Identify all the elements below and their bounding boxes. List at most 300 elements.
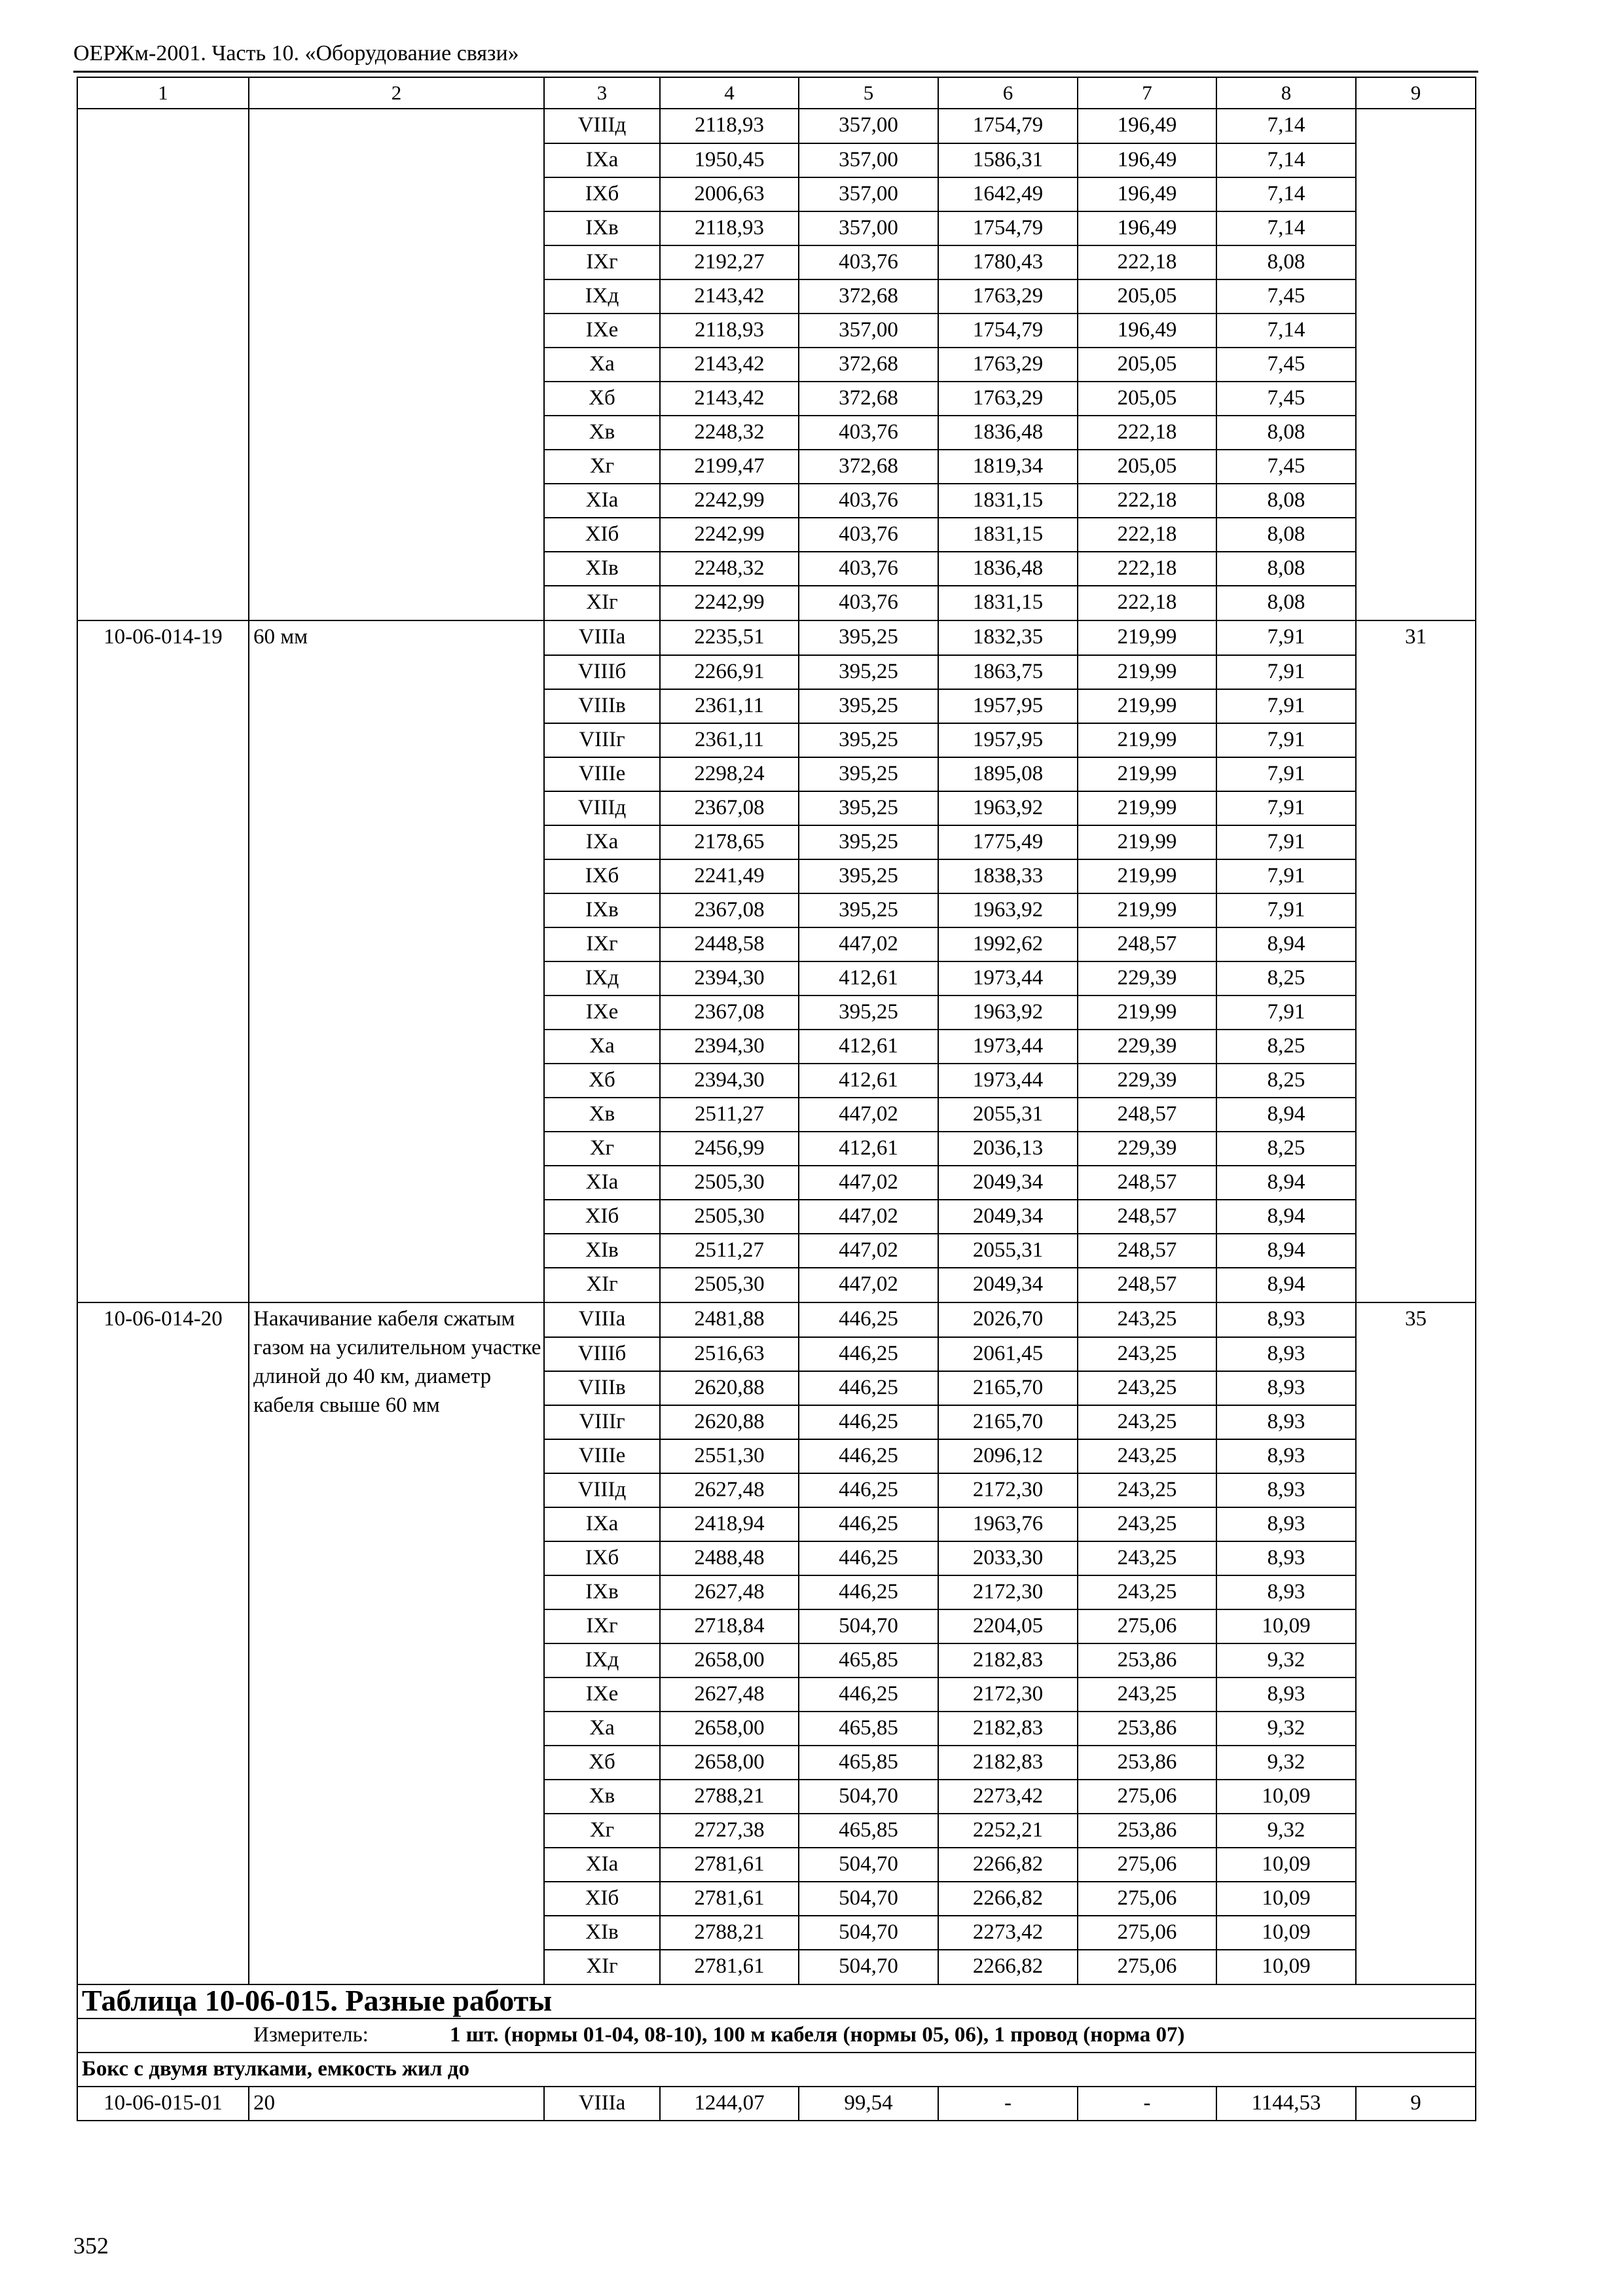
cell-col-4: 2266,91 bbox=[660, 655, 799, 689]
cell-col-5: 446,25 bbox=[799, 1337, 938, 1371]
col9-value bbox=[1356, 1234, 1476, 1268]
cell-col-8: 8,94 bbox=[1216, 1234, 1356, 1268]
cell-col-6: 2061,45 bbox=[938, 1337, 1078, 1371]
cell-col-6: 1836,48 bbox=[938, 416, 1078, 450]
norm-code bbox=[77, 382, 249, 416]
norm-code bbox=[77, 1848, 249, 1882]
cell-col-4: 1950,45 bbox=[660, 143, 799, 177]
cell-col-5: 395,25 bbox=[799, 996, 938, 1030]
col9-value bbox=[1356, 518, 1476, 552]
table-row bbox=[77, 757, 1476, 791]
cell-col-7: 196,49 bbox=[1078, 314, 1216, 348]
cell-col-6: 1992,62 bbox=[938, 927, 1078, 961]
cell-col-3: Xб bbox=[544, 382, 660, 416]
cell-col-8: 10,09 bbox=[1216, 1780, 1356, 1814]
table-row bbox=[77, 245, 1476, 279]
cell-col-7: 196,49 bbox=[1078, 211, 1216, 245]
col9-value bbox=[1356, 314, 1476, 348]
work-name bbox=[249, 1848, 544, 1882]
cell-col-3: XIа bbox=[544, 484, 660, 518]
col9-value: 35 bbox=[1356, 1302, 1476, 1337]
work-name bbox=[249, 109, 544, 143]
cell-col-4: 2511,27 bbox=[660, 1098, 799, 1132]
norm-code bbox=[77, 586, 249, 620]
cell-col-4: 2658,00 bbox=[660, 1746, 799, 1780]
table-row bbox=[77, 1098, 1476, 1132]
cell-col-5: 395,25 bbox=[799, 757, 938, 791]
cell-col-5: 504,70 bbox=[799, 1780, 938, 1814]
table-row bbox=[77, 143, 1476, 177]
cell-col-3: VIIIб bbox=[544, 1337, 660, 1371]
norm-code: 10-06-014-19 bbox=[77, 620, 249, 655]
table-row bbox=[77, 1814, 1476, 1848]
cell-col-4: 2248,32 bbox=[660, 416, 799, 450]
cell-col-5: 446,25 bbox=[799, 1575, 938, 1609]
table-row bbox=[77, 279, 1476, 314]
column-number: 5 bbox=[799, 77, 938, 109]
cell-col-3: VIIIг bbox=[544, 1405, 660, 1439]
cell-col-8: 1144,53 bbox=[1216, 2087, 1356, 2121]
cell-col-7: 222,18 bbox=[1078, 484, 1216, 518]
column-number: 9 bbox=[1356, 77, 1476, 109]
col9-value bbox=[1356, 348, 1476, 382]
work-name: 20 bbox=[249, 2087, 544, 2121]
table-row bbox=[77, 927, 1476, 961]
work-name bbox=[249, 1030, 544, 1064]
cell-col-8: 7,45 bbox=[1216, 382, 1356, 416]
cell-col-4: 2456,99 bbox=[660, 1132, 799, 1166]
cell-col-8: 7,45 bbox=[1216, 279, 1356, 314]
cell-col-5: 447,02 bbox=[799, 927, 938, 961]
cell-col-7: 219,99 bbox=[1078, 620, 1216, 655]
cell-col-8: 7,91 bbox=[1216, 689, 1356, 723]
table-row bbox=[77, 996, 1476, 1030]
cell-col-7: 229,39 bbox=[1078, 961, 1216, 996]
table-row bbox=[77, 1302, 1476, 1337]
cell-col-3: Xг bbox=[544, 450, 660, 484]
cell-col-7: 229,39 bbox=[1078, 1030, 1216, 1064]
cell-col-6: 1775,49 bbox=[938, 825, 1078, 859]
cell-col-7: - bbox=[1078, 2087, 1216, 2121]
cell-col-3: IXд bbox=[544, 1643, 660, 1677]
col9-value bbox=[1356, 1950, 1476, 1984]
cell-col-6: 2252,21 bbox=[938, 1814, 1078, 1848]
cell-col-8: 7,91 bbox=[1216, 996, 1356, 1030]
norm-code bbox=[77, 1371, 249, 1405]
cell-col-8: 7,91 bbox=[1216, 620, 1356, 655]
norm-code bbox=[77, 757, 249, 791]
cell-col-3: XIа bbox=[544, 1848, 660, 1882]
cell-col-7: 243,25 bbox=[1078, 1371, 1216, 1405]
cell-col-8: 8,93 bbox=[1216, 1439, 1356, 1473]
cell-col-3: Xа bbox=[544, 1712, 660, 1746]
norm-code bbox=[77, 1132, 249, 1166]
cell-col-7: 243,25 bbox=[1078, 1473, 1216, 1507]
table-row bbox=[77, 382, 1476, 416]
cell-col-4: 2516,63 bbox=[660, 1337, 799, 1371]
col9-value bbox=[1356, 1132, 1476, 1166]
table-row bbox=[77, 1200, 1476, 1234]
cell-col-6: 2036,13 bbox=[938, 1132, 1078, 1166]
cell-col-7: 248,57 bbox=[1078, 927, 1216, 961]
col9-value bbox=[1356, 245, 1476, 279]
table-row bbox=[77, 1064, 1476, 1098]
work-name bbox=[249, 484, 544, 518]
cell-col-7: 243,25 bbox=[1078, 1405, 1216, 1439]
column-number: 3 bbox=[544, 77, 660, 109]
cell-col-3: IXд bbox=[544, 279, 660, 314]
work-name-text: 60 мм bbox=[253, 625, 308, 649]
cell-col-5: 447,02 bbox=[799, 1166, 938, 1200]
cell-col-5: 504,70 bbox=[799, 1916, 938, 1950]
col9-value bbox=[1356, 655, 1476, 689]
norm-code bbox=[77, 1098, 249, 1132]
col9-value bbox=[1356, 1780, 1476, 1814]
cell-col-3: XIв bbox=[544, 1234, 660, 1268]
cell-col-4: 2143,42 bbox=[660, 348, 799, 382]
norm-code bbox=[77, 1439, 249, 1473]
col9-value bbox=[1356, 859, 1476, 893]
cell-col-6: 1763,29 bbox=[938, 382, 1078, 416]
col9-value bbox=[1356, 1268, 1476, 1302]
cell-col-8: 8,93 bbox=[1216, 1337, 1356, 1371]
cell-col-3: Xг bbox=[544, 1132, 660, 1166]
cell-col-6: 2273,42 bbox=[938, 1916, 1078, 1950]
norm-code bbox=[77, 143, 249, 177]
cell-col-5: 447,02 bbox=[799, 1234, 938, 1268]
cell-col-4: 2658,00 bbox=[660, 1643, 799, 1677]
column-number: 6 bbox=[938, 77, 1078, 109]
norm-code bbox=[77, 109, 249, 143]
cell-col-7: 222,18 bbox=[1078, 586, 1216, 620]
cell-col-8: 7,14 bbox=[1216, 314, 1356, 348]
cell-col-5: 395,25 bbox=[799, 723, 938, 757]
work-name bbox=[249, 723, 544, 757]
norm-code bbox=[77, 1337, 249, 1371]
cell-col-3: VIIIв bbox=[544, 689, 660, 723]
col9-value bbox=[1356, 1473, 1476, 1507]
cell-col-3: VIIIд bbox=[544, 791, 660, 825]
measure-label: Измеритель: bbox=[253, 2023, 369, 2047]
table-row bbox=[77, 620, 1476, 655]
cell-col-5: 446,25 bbox=[799, 1507, 938, 1541]
work-name bbox=[249, 450, 544, 484]
col9-value bbox=[1356, 1507, 1476, 1541]
col9-value bbox=[1356, 586, 1476, 620]
cell-col-5: 446,25 bbox=[799, 1677, 938, 1712]
cell-col-5: 465,85 bbox=[799, 1712, 938, 1746]
col9-value bbox=[1356, 1712, 1476, 1746]
cell-col-7: 229,39 bbox=[1078, 1132, 1216, 1166]
cell-col-8: 8,93 bbox=[1216, 1302, 1356, 1337]
cell-col-7: 219,99 bbox=[1078, 723, 1216, 757]
work-name bbox=[249, 689, 544, 723]
work-name bbox=[249, 1507, 544, 1541]
cell-col-6: 2096,12 bbox=[938, 1439, 1078, 1473]
cell-col-3: Xа bbox=[544, 1030, 660, 1064]
cell-col-8: 8,25 bbox=[1216, 1064, 1356, 1098]
work-name bbox=[249, 314, 544, 348]
cell-col-6: 1957,95 bbox=[938, 689, 1078, 723]
cell-col-5: 395,25 bbox=[799, 893, 938, 927]
cell-col-4: 2620,88 bbox=[660, 1371, 799, 1405]
cell-col-7: 219,99 bbox=[1078, 791, 1216, 825]
cell-col-6: 1763,29 bbox=[938, 348, 1078, 382]
table-row bbox=[77, 655, 1476, 689]
col9-value bbox=[1356, 1677, 1476, 1712]
cell-col-5: 412,61 bbox=[799, 1132, 938, 1166]
cell-col-5: 372,68 bbox=[799, 348, 938, 382]
cell-col-5: 395,25 bbox=[799, 859, 938, 893]
col9-value bbox=[1356, 996, 1476, 1030]
table-row bbox=[77, 1268, 1476, 1302]
work-name bbox=[249, 1916, 544, 1950]
cell-col-6: 2049,34 bbox=[938, 1166, 1078, 1200]
table-row bbox=[77, 484, 1476, 518]
work-name bbox=[249, 1746, 544, 1780]
cell-col-6: 1831,15 bbox=[938, 586, 1078, 620]
cell-col-8: 7,91 bbox=[1216, 859, 1356, 893]
norm-code bbox=[77, 1268, 249, 1302]
cell-col-5: 403,76 bbox=[799, 484, 938, 518]
table-row bbox=[77, 348, 1476, 382]
work-name bbox=[249, 893, 544, 927]
col9-value bbox=[1356, 1848, 1476, 1882]
cell-col-6: 2266,82 bbox=[938, 1882, 1078, 1916]
cell-col-8: 8,94 bbox=[1216, 1166, 1356, 1200]
table-row bbox=[77, 1609, 1476, 1643]
col9-value bbox=[1356, 1916, 1476, 1950]
cell-col-4: 2367,08 bbox=[660, 996, 799, 1030]
norm-code bbox=[77, 348, 249, 382]
cell-col-5: 99,54 bbox=[799, 2087, 938, 2121]
cell-col-6: 1963,92 bbox=[938, 893, 1078, 927]
work-name bbox=[249, 143, 544, 177]
cell-col-8: 9,32 bbox=[1216, 1814, 1356, 1848]
cell-col-7: 222,18 bbox=[1078, 518, 1216, 552]
cell-col-3: VIIIа bbox=[544, 2087, 660, 2121]
norm-code bbox=[77, 211, 249, 245]
cell-col-3: XIа bbox=[544, 1166, 660, 1200]
col9-value bbox=[1356, 689, 1476, 723]
cell-col-6: 2266,82 bbox=[938, 1950, 1078, 1984]
table-row bbox=[77, 177, 1476, 211]
cell-col-4: 2361,11 bbox=[660, 723, 799, 757]
cell-col-4: 2367,08 bbox=[660, 893, 799, 927]
cell-col-8: 9,32 bbox=[1216, 1712, 1356, 1746]
col9-value bbox=[1356, 279, 1476, 314]
col9-value bbox=[1356, 791, 1476, 825]
cell-col-5: 372,68 bbox=[799, 382, 938, 416]
norm-code bbox=[77, 552, 249, 586]
cell-col-6: 1832,35 bbox=[938, 620, 1078, 655]
cell-col-8: 7,14 bbox=[1216, 211, 1356, 245]
cell-col-5: 412,61 bbox=[799, 961, 938, 996]
cell-col-4: 2551,30 bbox=[660, 1439, 799, 1473]
page-header: ОЕРЖм-2001. Часть 10. «Оборудование связи» bbox=[73, 41, 519, 65]
cell-col-5: 372,68 bbox=[799, 450, 938, 484]
cell-col-8: 8,08 bbox=[1216, 245, 1356, 279]
work-name bbox=[249, 757, 544, 791]
col9-value bbox=[1356, 1746, 1476, 1780]
cell-col-4: 2781,61 bbox=[660, 1848, 799, 1882]
col9-value bbox=[1356, 211, 1476, 245]
table-row bbox=[77, 109, 1476, 143]
cell-col-7: 219,99 bbox=[1078, 757, 1216, 791]
table-row bbox=[77, 211, 1476, 245]
norm-code bbox=[77, 1746, 249, 1780]
cell-col-3: VIIIв bbox=[544, 1371, 660, 1405]
col9-value bbox=[1356, 1098, 1476, 1132]
subheading-row bbox=[77, 2053, 1476, 2087]
cell-col-3: XIб bbox=[544, 1882, 660, 1916]
work-name bbox=[249, 245, 544, 279]
work-name bbox=[249, 518, 544, 552]
norm-code bbox=[77, 416, 249, 450]
cell-col-8: 8,93 bbox=[1216, 1405, 1356, 1439]
cell-col-3: IXв bbox=[544, 211, 660, 245]
table-row bbox=[77, 518, 1476, 552]
table-row bbox=[77, 1746, 1476, 1780]
measure-value: 1 шт. (нормы 01-04, 08-10), 100 м кабеля (нормы 05, 06), 1 провод (норма 07) bbox=[450, 2023, 1185, 2047]
work-name bbox=[249, 825, 544, 859]
norm-code bbox=[77, 484, 249, 518]
cell-col-5: 446,25 bbox=[799, 1371, 938, 1405]
cell-col-4: 2781,61 bbox=[660, 1950, 799, 1984]
norm-code bbox=[77, 791, 249, 825]
cell-col-3: IXв bbox=[544, 893, 660, 927]
work-name bbox=[249, 1200, 544, 1234]
cell-col-3: IXе bbox=[544, 996, 660, 1030]
cell-col-7: 243,25 bbox=[1078, 1337, 1216, 1371]
cell-col-5: 395,25 bbox=[799, 791, 938, 825]
col9-value bbox=[1356, 450, 1476, 484]
cell-col-7: 229,39 bbox=[1078, 1064, 1216, 1098]
cell-col-6: 2172,30 bbox=[938, 1575, 1078, 1609]
rates-table bbox=[77, 77, 1476, 2121]
cell-col-7: 222,18 bbox=[1078, 245, 1216, 279]
col9-value bbox=[1356, 1882, 1476, 1916]
cell-col-8: 9,32 bbox=[1216, 1746, 1356, 1780]
table-row bbox=[77, 1132, 1476, 1166]
cell-col-3: VIIIб bbox=[544, 655, 660, 689]
work-name bbox=[249, 1234, 544, 1268]
table-row bbox=[77, 1030, 1476, 1064]
cell-col-4: 2505,30 bbox=[660, 1268, 799, 1302]
work-name bbox=[249, 961, 544, 996]
cell-col-3: XIб bbox=[544, 1200, 660, 1234]
work-name bbox=[249, 1677, 544, 1712]
cell-col-3: VIIIе bbox=[544, 1439, 660, 1473]
cell-col-6: 2172,30 bbox=[938, 1473, 1078, 1507]
cell-col-7: 219,99 bbox=[1078, 893, 1216, 927]
col9-value bbox=[1356, 1439, 1476, 1473]
table-row bbox=[77, 1507, 1476, 1541]
norm-code bbox=[77, 1575, 249, 1609]
work-name bbox=[249, 1712, 544, 1746]
work-name bbox=[249, 791, 544, 825]
section-title-row bbox=[77, 1984, 1476, 2018]
col9-value bbox=[1356, 927, 1476, 961]
cell-col-8: 10,09 bbox=[1216, 1848, 1356, 1882]
cell-col-4: 2118,93 bbox=[660, 314, 799, 348]
cell-col-3: Xв bbox=[544, 416, 660, 450]
norm-code bbox=[77, 825, 249, 859]
cell-col-8: 8,08 bbox=[1216, 518, 1356, 552]
norm-code bbox=[77, 655, 249, 689]
cell-col-8: 10,09 bbox=[1216, 1916, 1356, 1950]
norm-code bbox=[77, 1814, 249, 1848]
cell-col-8: 8,93 bbox=[1216, 1507, 1356, 1541]
cell-col-7: 222,18 bbox=[1078, 416, 1216, 450]
cell-col-6: 2026,70 bbox=[938, 1302, 1078, 1337]
cell-col-4: 2006,63 bbox=[660, 177, 799, 211]
work-name-text: Накачивание кабеля сжатым газом на усилительном участке длиной до 40 км, диаметр кабеля свыше 60 мм bbox=[253, 1307, 541, 1417]
cell-col-7: 219,99 bbox=[1078, 996, 1216, 1030]
norm-code: 10-06-014-20 bbox=[77, 1302, 249, 1337]
cell-col-5: 395,25 bbox=[799, 825, 938, 859]
col9-value bbox=[1356, 382, 1476, 416]
cell-col-4: 2620,88 bbox=[660, 1405, 799, 1439]
work-name bbox=[249, 416, 544, 450]
cell-col-4: 2488,48 bbox=[660, 1541, 799, 1575]
work-name bbox=[249, 177, 544, 211]
col9-value bbox=[1356, 1405, 1476, 1439]
norm-code bbox=[77, 1541, 249, 1575]
cell-col-3: IXб bbox=[544, 1541, 660, 1575]
cell-col-5: 403,76 bbox=[799, 586, 938, 620]
cell-col-5: 446,25 bbox=[799, 1541, 938, 1575]
cell-col-4: 2242,99 bbox=[660, 484, 799, 518]
cell-col-6: 2055,31 bbox=[938, 1098, 1078, 1132]
cell-col-4: 2658,00 bbox=[660, 1712, 799, 1746]
norm-code: 10-06-015-01 bbox=[77, 2087, 249, 2121]
work-name bbox=[249, 927, 544, 961]
column-number: 8 bbox=[1216, 77, 1356, 109]
cell-col-6: 1973,44 bbox=[938, 1064, 1078, 1098]
cell-col-8: 7,14 bbox=[1216, 177, 1356, 211]
cell-col-6: 2182,83 bbox=[938, 1746, 1078, 1780]
norm-code bbox=[77, 1234, 249, 1268]
cell-col-9: 9 bbox=[1356, 2087, 1476, 2121]
cell-col-4: 2627,48 bbox=[660, 1575, 799, 1609]
cell-col-7: 219,99 bbox=[1078, 689, 1216, 723]
cell-col-8: 8,08 bbox=[1216, 484, 1356, 518]
table-row bbox=[77, 859, 1476, 893]
cell-col-6: 2055,31 bbox=[938, 1234, 1078, 1268]
col9-value bbox=[1356, 143, 1476, 177]
norm-code bbox=[77, 1916, 249, 1950]
cell-col-5: 412,61 bbox=[799, 1030, 938, 1064]
cell-col-7: 243,25 bbox=[1078, 1677, 1216, 1712]
cell-col-8: 8,93 bbox=[1216, 1473, 1356, 1507]
column-number: 2 bbox=[249, 77, 544, 109]
cell-col-6: 2033,30 bbox=[938, 1541, 1078, 1575]
cell-col-7: 253,86 bbox=[1078, 1814, 1216, 1848]
cell-col-8: 7,91 bbox=[1216, 723, 1356, 757]
cell-col-4: 2394,30 bbox=[660, 1030, 799, 1064]
cell-col-7: 196,49 bbox=[1078, 109, 1216, 143]
col9-value: 31 bbox=[1356, 620, 1476, 655]
work-name bbox=[249, 279, 544, 314]
table-row bbox=[77, 1950, 1476, 1984]
cell-col-7: 243,25 bbox=[1078, 1507, 1216, 1541]
cell-col-8: 10,09 bbox=[1216, 1882, 1356, 1916]
norm-code bbox=[77, 1609, 249, 1643]
col9-value bbox=[1356, 1609, 1476, 1643]
norm-code bbox=[77, 689, 249, 723]
table-row bbox=[77, 961, 1476, 996]
